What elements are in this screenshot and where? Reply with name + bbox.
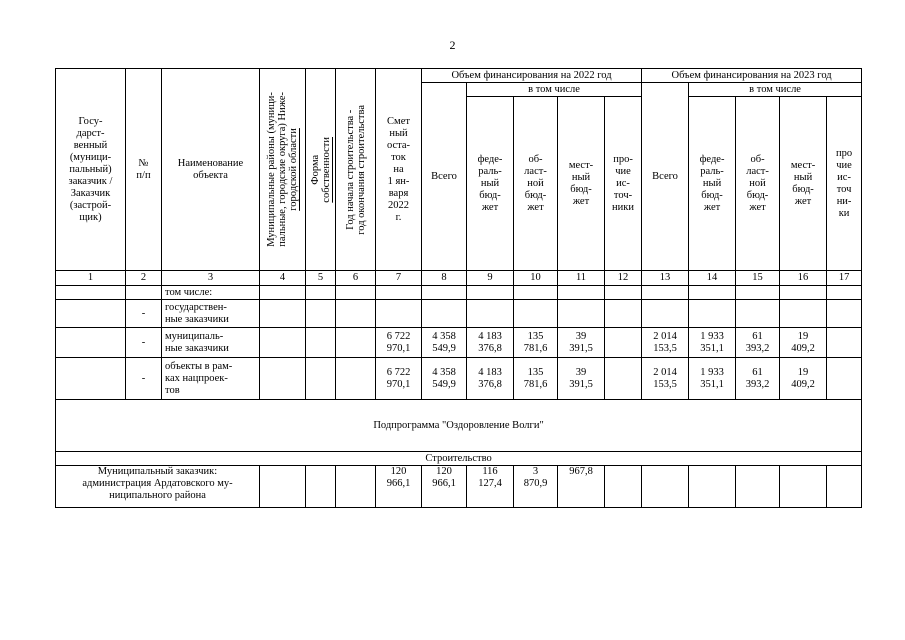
column-number-row (56, 271, 862, 286)
row-value (642, 286, 689, 300)
section-title: Строительство (56, 452, 862, 466)
row-cell (336, 300, 376, 328)
header-incl-2023: в том числе (689, 83, 862, 97)
column-number: 17 (827, 271, 862, 286)
customer-label: Муниципальный заказчик: администрация Ардатовского му- ниципального района (56, 466, 260, 508)
row-cell (336, 466, 376, 508)
row-customer-cell (56, 328, 126, 358)
header-other-2023: про чие ис- точ ни- ки (827, 97, 862, 271)
header-col6-line1: Год начала строительства - (344, 109, 356, 230)
row-cell (260, 358, 306, 400)
column-number: 3 (162, 271, 260, 286)
subprogram-title: Подпрограмма "Оздоровление Волги" (56, 400, 862, 452)
row-value (827, 300, 862, 328)
row-value: 19 409,2 (780, 358, 827, 400)
header-col4-line3: городской области (288, 128, 299, 211)
header-estimated-balance: Смет ный оста- ток на 1 ян- варя 2022 г. (376, 69, 422, 271)
header-object-name: Наименование объекта (162, 69, 260, 271)
column-number: 16 (780, 271, 827, 286)
row-object-name: муниципаль- ные заказчики (162, 328, 260, 358)
row-customer-cell (56, 358, 126, 400)
row-value (514, 300, 558, 328)
column-number: 2 (126, 271, 162, 286)
row-value (422, 300, 467, 328)
column-number: 12 (605, 271, 642, 286)
header-col5-line2: собственности (320, 136, 332, 203)
row-number-cell: - (126, 358, 162, 400)
row-cell (336, 328, 376, 358)
header-municipal-districts (260, 69, 306, 271)
row-cell (260, 300, 306, 328)
row-value (827, 286, 862, 300)
column-number: 14 (689, 271, 736, 286)
row-number-cell: - (126, 300, 162, 328)
row-value (514, 286, 558, 300)
row-object-name: том числе: (162, 286, 260, 300)
row-cell (306, 358, 336, 400)
row-cell (260, 328, 306, 358)
data-row (56, 300, 862, 328)
financing-table (55, 68, 862, 508)
row-value: 120 966,1 (422, 466, 467, 508)
row-value: 120 966,1 (376, 466, 422, 508)
header-total-2023: Всего (642, 83, 689, 271)
row-value (467, 286, 514, 300)
row-value: 4 183 376,8 (467, 328, 514, 358)
page-number: 2 (449, 38, 456, 52)
row-cell (306, 300, 336, 328)
column-number: 5 (306, 271, 336, 286)
row-value (376, 300, 422, 328)
subprogram-row (56, 400, 862, 452)
row-value (827, 466, 862, 508)
row-value: 135 781,6 (514, 358, 558, 400)
row-value (558, 300, 605, 328)
header-local-2023: мест- ный бюд- жет (780, 97, 827, 271)
header-row-1 (56, 69, 862, 83)
row-value (605, 328, 642, 358)
row-value: 4 183 376,8 (467, 358, 514, 400)
row-value (605, 358, 642, 400)
row-value: 39 391,5 (558, 358, 605, 400)
header-federal-2022: феде- раль- ный бюд- жет (467, 97, 514, 271)
data-row (56, 328, 862, 358)
column-number: 13 (642, 271, 689, 286)
column-number: 15 (736, 271, 780, 286)
row-object-name: объекты в рам- ках нацпроек- тов (162, 358, 260, 400)
row-cell (260, 466, 306, 508)
row-value (467, 300, 514, 328)
section-row (56, 452, 862, 466)
header-col6-line2: год окончания строительства (355, 104, 367, 235)
row-cell (306, 286, 336, 300)
row-object-name: государствен- ные заказчики (162, 300, 260, 328)
column-number: 8 (422, 271, 467, 286)
header-regional-2023: об- ласт- ной бюд- жет (736, 97, 780, 271)
row-value (689, 300, 736, 328)
row-number-cell (126, 286, 162, 300)
header-group-2022: Объем финансирования на 2022 год (422, 69, 642, 83)
header-regional-2022: об- ласт- ной бюд- жет (514, 97, 558, 271)
row-value: 1 933 351,1 (689, 328, 736, 358)
row-customer-cell (56, 286, 126, 300)
customer-row (56, 466, 862, 508)
row-value: 3 870,9 (514, 466, 558, 508)
header-construction-years (336, 69, 376, 271)
row-value (605, 466, 642, 508)
data-row (56, 358, 862, 400)
row-value: 61 393,2 (736, 328, 780, 358)
row-value (689, 466, 736, 508)
row-cell (306, 466, 336, 508)
row-value (558, 286, 605, 300)
header-customer: Госу- дарст- венный (муници- пальный) заказчик / Заказчик (застрой- щик) (56, 69, 126, 271)
header-federal-2023: феде- раль- ный бюд- жет (689, 97, 736, 271)
row-value: 39 391,5 (558, 328, 605, 358)
row-cell (306, 328, 336, 358)
header-incl-2022: в том числе (467, 83, 642, 97)
column-number: 9 (467, 271, 514, 286)
row-value: 61 393,2 (736, 358, 780, 400)
column-number: 11 (558, 271, 605, 286)
row-value (642, 466, 689, 508)
row-value: 967,8 (558, 466, 605, 508)
row-value (376, 286, 422, 300)
row-value (736, 286, 780, 300)
row-cell (336, 286, 376, 300)
header-total-2022: Всего (422, 83, 467, 271)
column-number: 10 (514, 271, 558, 286)
column-number: 4 (260, 271, 306, 286)
row-value: 2 014 153,5 (642, 358, 689, 400)
column-number: 1 (56, 271, 126, 286)
row-value: 1 933 351,1 (689, 358, 736, 400)
row-value: 4 358 549,9 (422, 328, 467, 358)
column-number: 7 (376, 271, 422, 286)
row-value (736, 300, 780, 328)
row-value: 135 781,6 (514, 328, 558, 358)
row-cell (336, 358, 376, 400)
row-value: 116 127,4 (467, 466, 514, 508)
row-value (422, 286, 467, 300)
row-cell (260, 286, 306, 300)
header-col5-line1: Форма (309, 154, 321, 185)
row-value (736, 466, 780, 508)
row-value (827, 328, 862, 358)
row-value (780, 300, 827, 328)
row-value (689, 286, 736, 300)
row-value (642, 300, 689, 328)
row-value: 6 722 970,1 (376, 328, 422, 358)
header-local-2022: мест- ный бюд- жет (558, 97, 605, 271)
row-value: 19 409,2 (780, 328, 827, 358)
header-col4-line2: пальные, городские округа) Ниже- (277, 92, 288, 247)
row-number-cell: - (126, 328, 162, 358)
row-value (827, 358, 862, 400)
row-value: 2 014 153,5 (642, 328, 689, 358)
row-value: 4 358 549,9 (422, 358, 467, 400)
header-other-2022: про- чие ис- точ- ники (605, 97, 642, 271)
row-value: 6 722 970,1 (376, 358, 422, 400)
row-value (780, 466, 827, 508)
row-value (605, 286, 642, 300)
header-ownership-form (306, 69, 336, 271)
header-col4-line1: Муниципальные районы (муници- (266, 92, 277, 247)
row-customer-cell (56, 300, 126, 328)
row-value (605, 300, 642, 328)
data-row (56, 286, 862, 300)
header-number: № п/п (126, 69, 162, 271)
row-value (780, 286, 827, 300)
header-group-2023: Объем финансирования на 2023 год (642, 69, 862, 83)
column-number: 6 (336, 271, 376, 286)
